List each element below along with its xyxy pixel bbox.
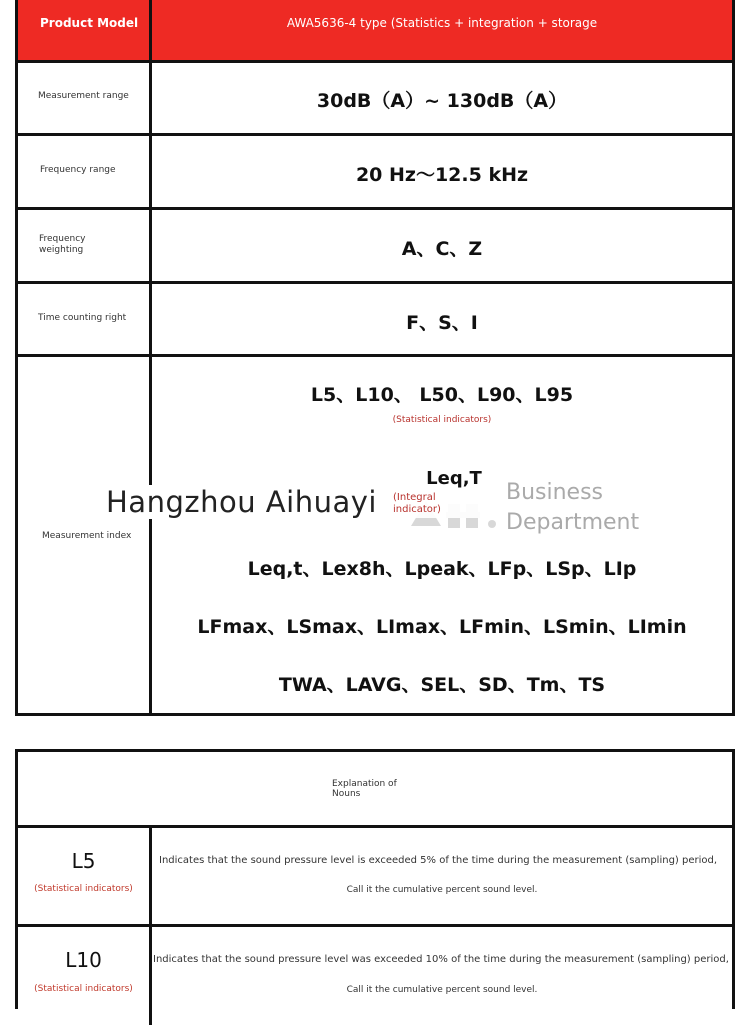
explanation-title: Explanation of Nouns [332, 779, 397, 799]
measurement-index-label: Measurement index [42, 531, 132, 541]
term-l5-note: (Statistical indicators) [34, 884, 133, 894]
frequency-range-label: Frequency range [40, 165, 116, 175]
row-divider [18, 60, 732, 63]
exposure-indices: TWA、LAVG、SEL、SD、Tm、TS [278, 674, 606, 696]
column-divider [149, 825, 152, 1025]
frequency-weighting-label: Frequency weighting [39, 234, 86, 255]
measurement-range-label: Measurement range [38, 91, 129, 101]
term-l5-description: Indicates that the sound pressure level is exceeded 5% of the time during the measurement (sampling) period, [159, 855, 718, 866]
frequency-weighting-value: A、C、Z [401, 238, 483, 260]
integral-index: Leq,T [426, 468, 482, 489]
row-divider [18, 354, 732, 357]
max-min-indices: LFmax、LSmax、LImax、LFmin、LSmin、LImin [197, 616, 687, 638]
statistical-indices: L5、L10、 L50、L90、L95 [310, 384, 574, 406]
watermark-line-department: Department [506, 510, 640, 535]
row-divider [18, 924, 732, 927]
row-divider [18, 133, 732, 136]
term-l10: L10 [65, 948, 102, 972]
product-model-value: AWA5636-4 type (Statistics + integration + storage [286, 16, 598, 30]
integral-indicator-note: (Integral indicator) [393, 492, 441, 515]
spec-table-header [18, 0, 732, 60]
frequency-range-value: 20 Hz～12.5 kHz [355, 164, 529, 186]
spec-table [15, 0, 735, 716]
product-model-label: Product Model [40, 16, 139, 30]
row-divider [18, 825, 732, 828]
term-l10-description: Indicates that the sound pressure level was exceeded 10% of the time during the measurement (sampling) period, [153, 954, 729, 965]
watermark-line-business: Business [506, 480, 604, 505]
level-indices: Leq,t、Lex8h、Lpeak、LFp、LSp、LIp [247, 558, 637, 580]
measurement-range-value: 30dB（A）~ 130dB（A） [316, 90, 568, 112]
row-divider [18, 281, 732, 284]
term-l5: L5 [71, 849, 96, 873]
explanation-table [15, 749, 735, 1009]
statistical-indicators-note: (Statistical indicators) [392, 415, 492, 425]
term-l10-note: (Statistical indicators) [34, 984, 133, 994]
watermark-department [506, 478, 639, 538]
term-l10-description-2: Call it the cumulative percent sound level. [346, 985, 538, 995]
term-l5-description-2: Call it the cumulative percent sound level. [346, 885, 538, 895]
row-divider [18, 207, 732, 210]
time-weighting-label: Time counting right [38, 313, 127, 323]
watermark-company-name: Hangzhou Aihuayi [102, 485, 381, 519]
time-weighting-value: F、S、I [406, 312, 478, 334]
